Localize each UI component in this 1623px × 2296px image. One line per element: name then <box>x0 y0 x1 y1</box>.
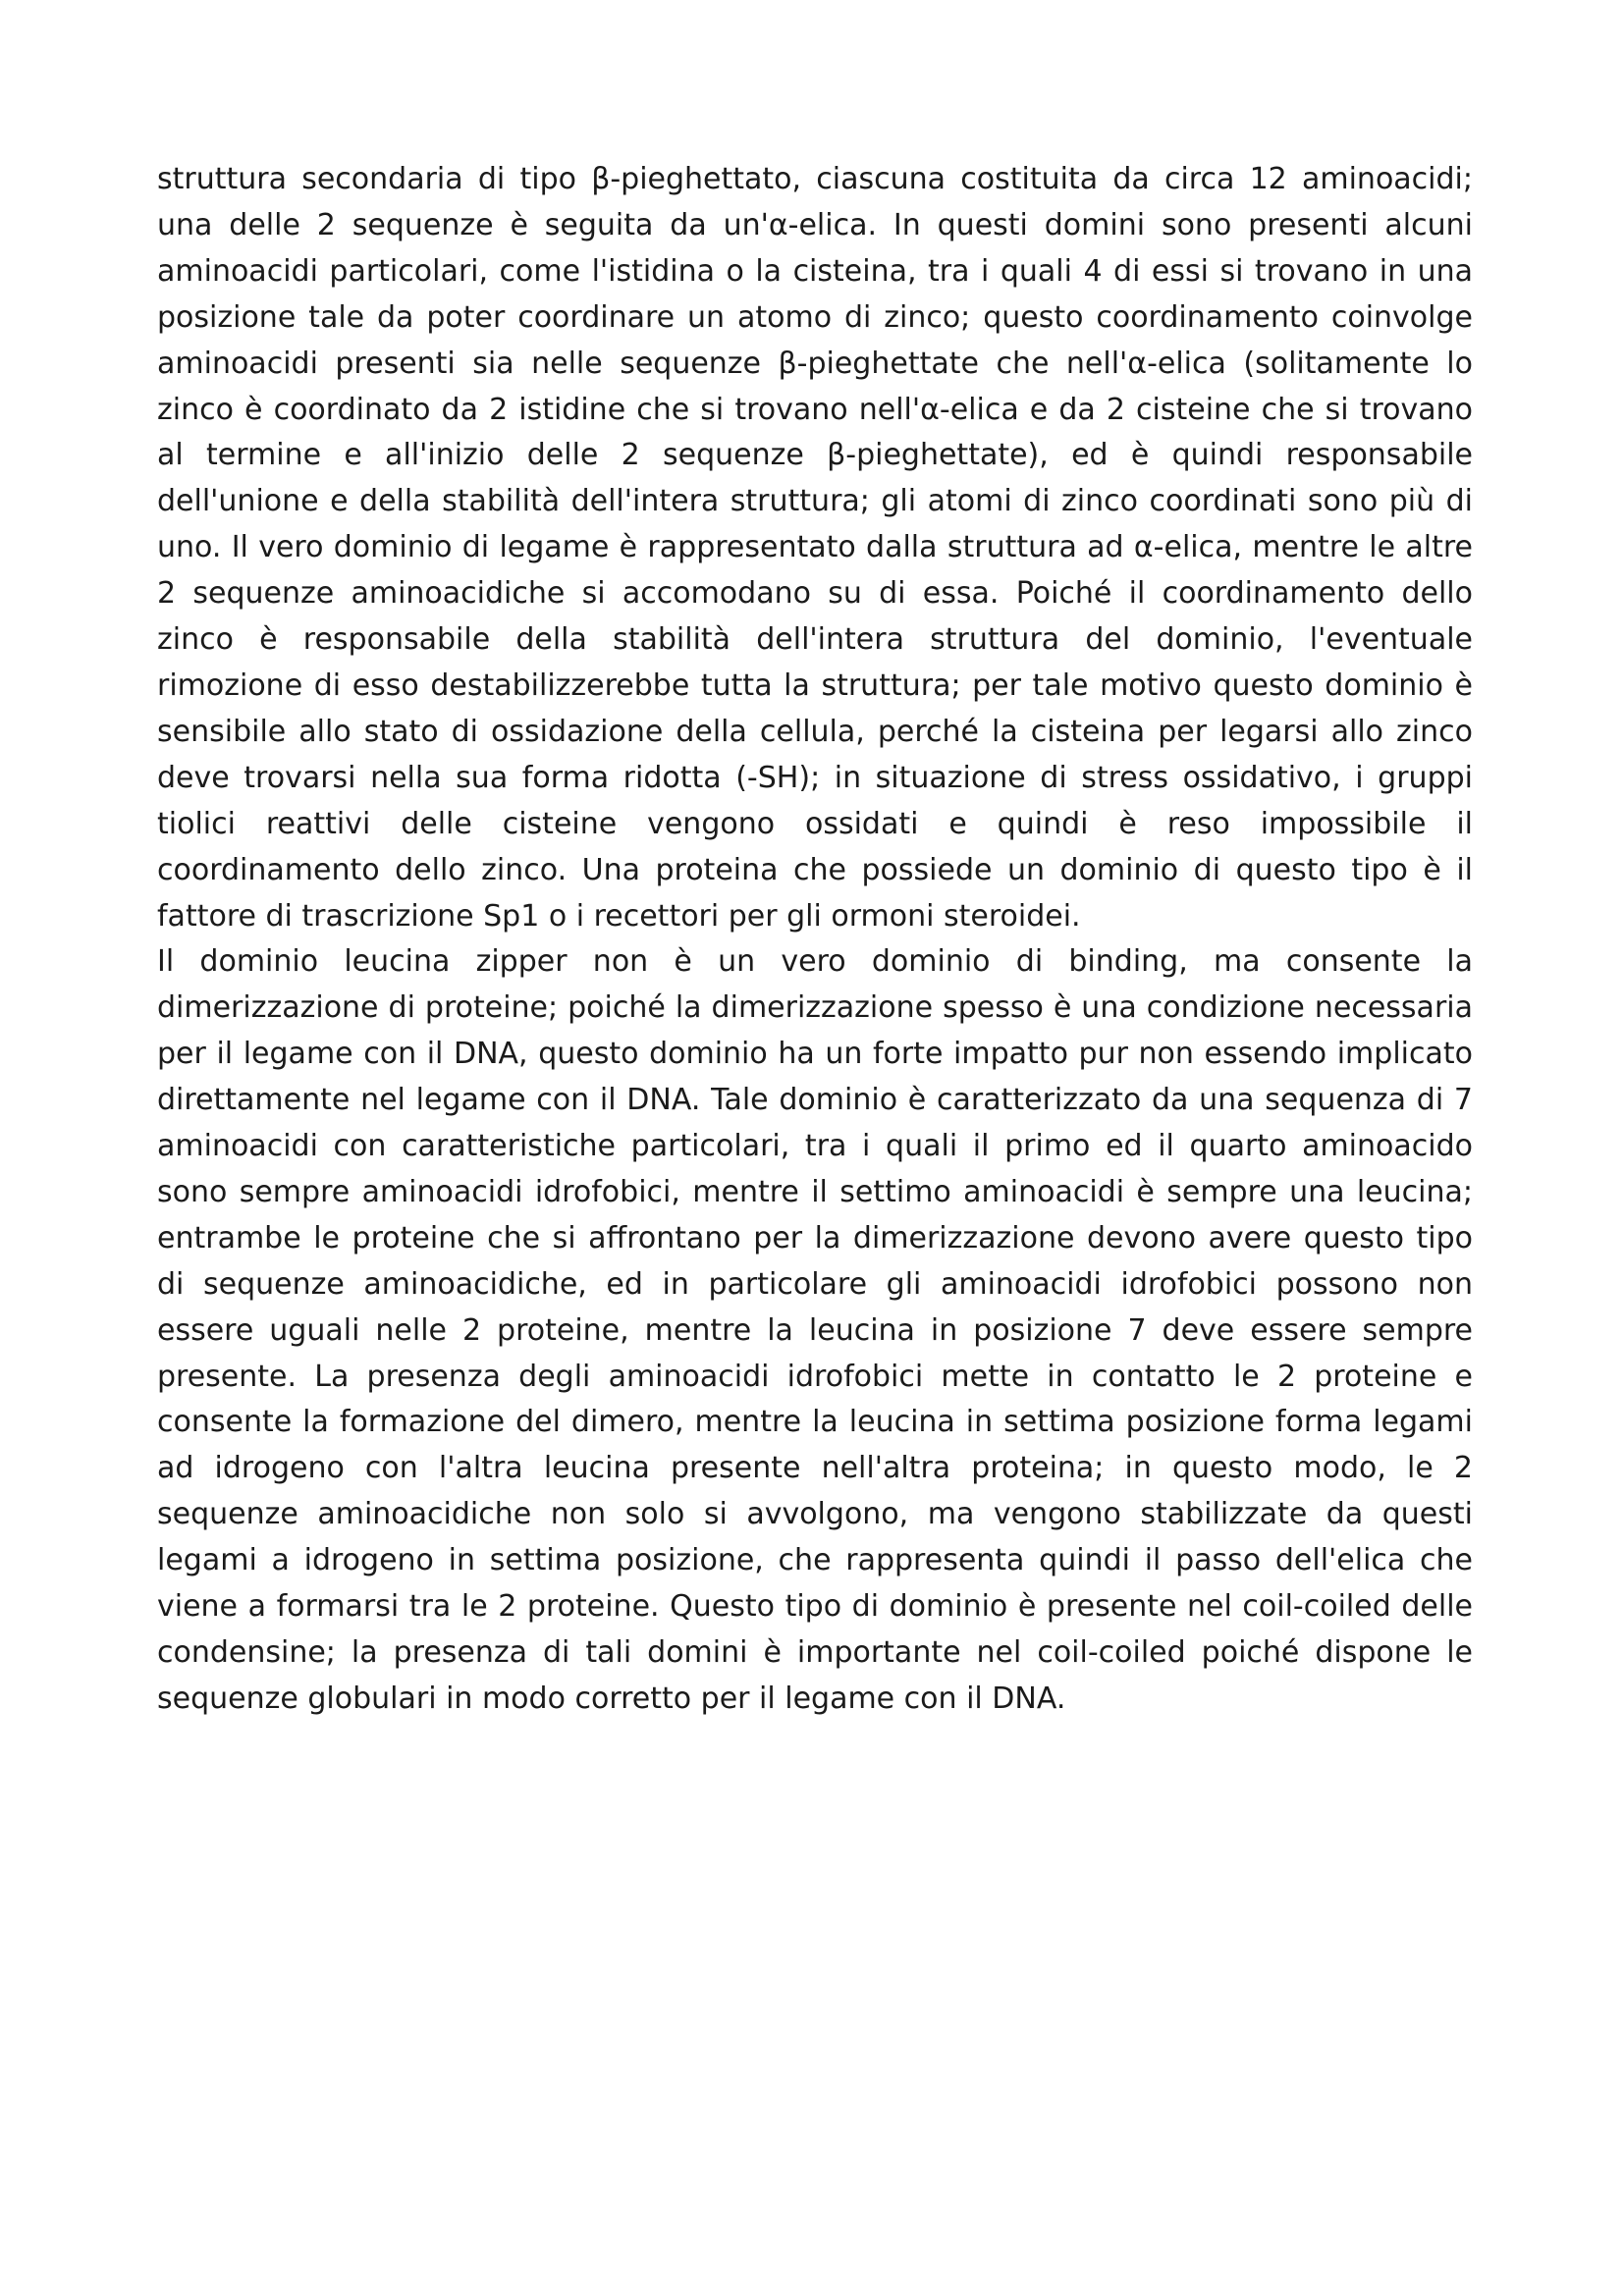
paragraph-leucine-zipper: Il dominio leucina zipper non è un vero dominio di binding, ma consente la dimerizzazione di proteine; poiché la dimerizzazione spesso è una condizione necessaria per il legame con il DNA, questo dominio ha un forte impatto pur non essendo implicato direttamente nel legame con il DNA. Tale dominio è caratterizzato da una sequenza di 7 aminoacidi con caratteristiche particolari, tra i quali il primo ed il quarto aminoacido sono sempre aminoacidi idrofobici, mentre il settimo aminoacidi è sempre una leucina; entrambe le proteine che si affrontano per la dimerizzazione devono avere questo tipo di sequenze aminoacidiche, ed in particolare gli aminoacidi idrofobici possono non essere uguali nelle 2 proteine, mentre la leucina in posizione 7 deve essere sempre presente. La presenza degli aminoacidi idrofobici mette in contatto le 2 proteine e consente la formazione del dimero, mentre la leucina in settima posizione forma legami ad idrogeno con l'altra leucina presente nell'altra proteina; in questo modo, le 2 sequenze aminoacidiche non solo si avvolgono, ma vengono stabilizzate da questi legami a idrogeno in settima posizione, che rappresenta quindi il passo dell'elica che viene a formarsi tra le 2 proteine. Questo tipo di dominio è presente nel coil-coiled delle condensine; la presenza di tali domini è importante nel coil-coiled poiché dispone le sequenze globulari in modo corretto per il legame con il DNA. <box>157 944 1473 1716</box>
body-text <box>157 157 1473 1723</box>
paragraph-zinc-finger: struttura secondaria di tipo β-pieghettato, ciascuna costituita da circa 12 aminoacidi; una delle 2 sequenze è seguita da un'α-elica. In questi domini sono presenti alcuni aminoacidi particolari, come l'istidina o la cisteina, tra i quali 4 di essi si trovano in una posizione tale da poter coordinare un atomo di zinco; questo coordinamento coinvolge aminoacidi presenti sia nelle sequenze β-pieghettate che nell'α-elica (solitamente lo zinco è coordinato da 2 istidine che si trovano nell'α-elica e da 2 cisteine che si trovano al termine e all'inizio delle 2 sequenze β-pieghettate), ed è quindi responsabile dell'unione e della stabilità dell'intera struttura; gli atomi di zinco coordinati sono più di uno. Il vero dominio di legame è rappresentato dalla struttura ad α-elica, mentre le altre 2 sequenze aminoacidiche si accomodano su di essa. Poiché il coordinamento dello zinco è responsabile della stabilità dell'intera struttura del dominio, l'eventuale rimozione di esso destabilizzerebbe tutta la struttura; per tale motivo questo dominio è sensibile allo stato di ossidazione della cellula, perché la cisteina per legarsi allo zinco deve trovarsi nella sua forma ridotta (-SH); in situazione di stress ossidativo, i gruppi tiolici reattivi delle cisteine vengono ossidati e quindi è reso impossibile il coordinamento dello zinco. Una proteina che possiede un dominio di questo tipo è il fattore di trascrizione Sp1 o i recettori per gli ormoni steroidei. <box>157 162 1473 934</box>
